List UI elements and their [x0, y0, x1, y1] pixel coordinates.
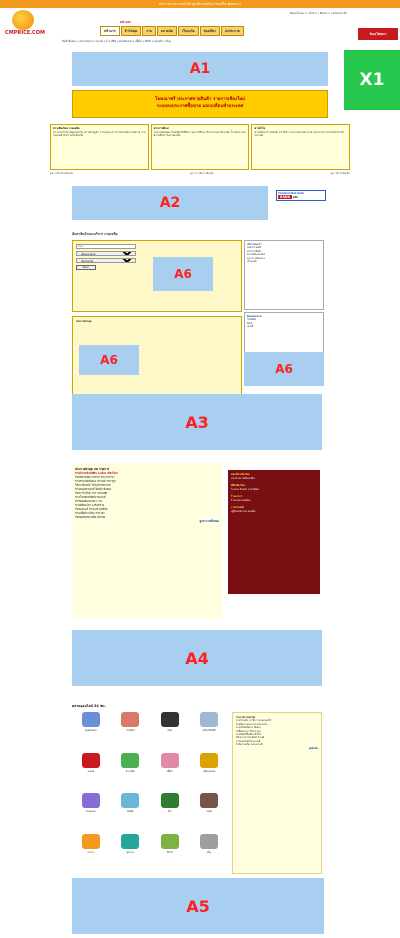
web-rank-badge[interactable]	[276, 190, 326, 212]
tab-jobs[interactable]: งาน	[142, 26, 156, 36]
tab-home[interactable]: หน้าแรก	[100, 26, 120, 36]
announcement-item[interactable]: รับซ่อมแอร์ ล้างแอร์ ทุกยี่ห้อ	[75, 507, 108, 511]
contact-item[interactable]: โทรศัพท์	[247, 318, 256, 322]
member-announcement-item[interactable]: รับสมัครงานด่วน หลายตำแหน่ง	[236, 722, 268, 726]
ad-slot-a4-label: A4	[185, 648, 209, 668]
ad-slot-a6-3-label: A6	[275, 362, 293, 376]
ad-slot-a1[interactable]	[72, 52, 328, 86]
news-more-link-1[interactable]: ดูข่าวเชียงใหม่เพิ่มเติม	[50, 172, 74, 175]
ad-slot-x1-label: X1	[359, 70, 385, 90]
announcement-list	[72, 464, 222, 618]
services-item[interactable]: เว็บบอร์ด	[247, 260, 257, 264]
mall-category-icon	[121, 793, 139, 808]
member-announcement-item[interactable]: ขายบ้านเดี่ยว 2 ชั้น ราคาต่อรองได้	[236, 719, 271, 723]
ad-slot-a6-1-label: A6	[174, 267, 192, 281]
mall-category-label: อื่นๆ	[207, 850, 212, 854]
news-column-3-body: ข่าวสังคม ข่าวบันเทิง ข่าวกีฬา รายงานสภาพอากาศ และข่าวสารน่าสนใจจากทั่วประเทศ	[254, 130, 344, 138]
travel-box	[228, 470, 320, 594]
advertise-badge[interactable]: รับลงโฆษณา	[358, 28, 398, 40]
ad-slot-a6-2-label: A6	[100, 353, 118, 367]
news-columns	[50, 124, 350, 170]
travel-item-desc: ร้านอร่อย ยอดนิยม	[231, 498, 251, 502]
services-box	[244, 240, 324, 310]
mall-category-label: บ้าน ที่ดิน	[125, 769, 135, 773]
mall-category-label: กล้อง	[167, 729, 173, 732]
mall-category-label: หนังสือ	[126, 810, 134, 813]
mall-category[interactable]	[112, 753, 150, 792]
travel-item[interactable]	[231, 506, 317, 513]
mall-category-icon	[200, 753, 218, 768]
mall-category-label: คอมพิวเตอร์	[84, 729, 97, 732]
member-announcements	[232, 712, 322, 874]
site-logo[interactable]	[4, 10, 46, 44]
travel-item-title: ร้านอาหาร	[231, 495, 243, 498]
tab-travel[interactable]: ท่องเที่ยว	[200, 26, 220, 36]
mall-category-label: โทรศัพท์	[126, 729, 135, 732]
services-item[interactable]: ฝากขายสินค้า	[247, 249, 262, 253]
search-title: ค้นหาสินค้าและบริการ ภาคเหนือ	[72, 232, 118, 236]
ad-slot-a6-2[interactable]	[79, 345, 139, 375]
news-column-1-title[interactable]: ข่าวเชียงใหม่ ภาคเหนือ	[53, 127, 80, 130]
bird-logo-icon	[12, 10, 34, 30]
mall-category[interactable]	[151, 712, 189, 751]
announcement-item[interactable]: รับสมัครพนักงานขาย ประจำสาขา	[75, 475, 115, 479]
top-bar	[0, 0, 400, 8]
announcement-item[interactable]: รับสอนพิเศษ คณิต อังกฤษ	[75, 515, 106, 519]
mall-category[interactable]	[72, 793, 110, 832]
promo-banner-line2: ระบบลงประกาศซื้อขาย แลกเปลี่ยนทั่วประเทศ	[156, 104, 244, 109]
contact-item[interactable]: อีเมล์	[247, 321, 253, 325]
mall-category-label: เครื่องประดับ	[203, 769, 216, 773]
travel-item[interactable]	[231, 484, 317, 491]
mall-category-icon	[82, 712, 100, 727]
mall-category-icon	[121, 834, 139, 849]
mall-category-icon	[121, 712, 139, 727]
ad-slot-a3[interactable]	[72, 394, 322, 450]
services-item[interactable]: หางาน สมัครงาน	[247, 256, 265, 260]
travel-item-desc: ปฏิทินเทศกาลภาคเหนือ	[231, 509, 256, 513]
category-select[interactable]	[76, 251, 136, 256]
announcement-item[interactable]: ทัวร์ดอยอินทนนท์ 1 วัน	[75, 499, 103, 503]
mall-category-label: อาหาร	[87, 850, 94, 854]
web-rank-title: Thailand Web Rank	[278, 192, 304, 195]
promo-banner[interactable]	[72, 90, 328, 118]
top-links[interactable]: ติดต่อโฆษณา | แจ้งข่าว | ติดต่อเรา | สมัครสมาชิก	[290, 12, 348, 15]
main-nav	[100, 26, 244, 36]
mall-category-label: ดนตรี	[206, 810, 212, 813]
member-announcement-item[interactable]: รับจัดงานเลี้ยง นอกสถานที่	[236, 743, 263, 747]
mall-category-label: เครื่องใช้ไฟฟ้า	[202, 729, 217, 732]
ad-slot-a2-label: A2	[159, 195, 181, 211]
province-select[interactable]	[76, 258, 136, 263]
announcement-item[interactable]: รับทำเว็บไซต์ ราคาประหยัด	[75, 491, 108, 495]
news-column-2-body: ประกาศผลสอบ รับสมัครนักศึกษา ทุนการศึกษา กิจกรรมมหาวิทยาลัย โรงเรียน และสถานศึกษาในภาคเหนือ	[153, 130, 246, 138]
mall-category[interactable]	[72, 753, 110, 792]
member-announcement-item[interactable]: ขายสินค้าพื้นเมือง ผ้าฝ้าย	[236, 733, 262, 737]
mall-title: ตลาดออนไลน์ 24 ชม.	[72, 704, 106, 708]
search-section-title	[72, 232, 118, 237]
tab-post[interactable]: ลงประกาศ	[221, 26, 244, 36]
mall-category-label: สุขภาพ	[126, 850, 134, 854]
member-announcement-item[interactable]: รับซื้อของเก่า ให้ราคาสูง	[236, 729, 261, 733]
sub-nav[interactable]: สินค้ามือสอง | ประกาศขาย | รถยนต์ | บ้าน ที่ดิน | คอมพิวเตอร์ | เสื้อผ้า | มือถือ | ท่องเที่ยว | อื่นๆ	[62, 40, 171, 43]
mall-category[interactable]	[112, 712, 150, 751]
travel-item[interactable]	[231, 473, 317, 480]
travel-item[interactable]	[231, 495, 317, 502]
services-item[interactable]: ลงประกาศฟรี	[247, 246, 262, 250]
mall-category-icon	[200, 712, 218, 727]
news-column-1-body: ข่าวประจำวัน อัพเดททุกวัน ข่าวเศรษฐกิจ การลงทุน ข่าวการท่องเที่ยว เทศกาล งานประเพณี กิจกรรมในจังหวัด	[53, 130, 146, 138]
announcement-item[interactable]: ขายโทรศัพท์มือถือ ของแท้	[75, 495, 106, 499]
mall-category-label: ต้นไม้	[167, 850, 173, 854]
member-announcements-more[interactable]: ดูเพิ่มเติม	[308, 746, 318, 750]
mall-category[interactable]	[191, 834, 229, 873]
nav-current-label: หน้าแรก	[120, 20, 132, 24]
mall-category[interactable]	[72, 834, 110, 873]
mall-category-icon	[161, 793, 179, 808]
announcement-item[interactable]: ขายที่ดินเปล่า อ.สันทราย	[75, 503, 105, 507]
mall-category[interactable]	[191, 712, 229, 751]
search-input[interactable]	[76, 244, 136, 249]
search-panel	[72, 240, 242, 312]
ad-slot-a5-label: A5	[186, 896, 210, 916]
travel-item-desc: โรงแรม รีสอร์ท ราคาพิเศษ	[231, 487, 259, 491]
mall-category-icon	[82, 753, 100, 768]
logo-text: CMPRICE.COM	[5, 30, 45, 36]
ad-slot-a1-label: A1	[189, 61, 211, 77]
mall-category[interactable]	[151, 753, 189, 792]
tab-market[interactable]: ตลาดนัด	[157, 26, 177, 36]
news-column-3-title[interactable]: ข่าวทั่วไป	[254, 127, 266, 130]
mall-category-label: กีฬา	[167, 810, 172, 813]
member-announcement-item[interactable]: ให้เช่าอาคารพาณิชย์ ทำเลดี	[236, 736, 265, 740]
member-announcements-title: ประกาศจากสมาชิก	[236, 716, 256, 719]
mall-category[interactable]	[151, 834, 189, 873]
ad-slot-a6-3[interactable]	[244, 352, 324, 386]
services-item[interactable]: ตลาดนัดออนไลน์	[247, 253, 265, 257]
mall-category[interactable]	[112, 834, 150, 873]
ad-slot-a6-1[interactable]	[153, 257, 213, 291]
news-column-3	[251, 124, 350, 170]
announcement-more-link[interactable]: ดูประกาศทั้งหมด	[199, 519, 219, 523]
ad-slot-a2[interactable]	[72, 186, 268, 220]
mall-category-icon	[82, 834, 100, 849]
ad-slot-a3-label: A3	[185, 412, 209, 432]
mall-category-label: เสื้อผ้า	[166, 769, 173, 773]
travel-item-desc: แนะนำสถานที่ท่องเที่ยว	[231, 476, 256, 480]
news-column-2-title[interactable]: ข่าวการศึกษา	[153, 127, 170, 130]
announcement-item[interactable]: ขายบ้านพร้อมที่ดิน อ.เมือง เชียงใหม่	[75, 471, 118, 475]
announcement-item[interactable]: ขายเสื้อผ้าแฟชั่น ราคาส่ง	[75, 511, 105, 515]
mall-category[interactable]	[151, 793, 189, 832]
news-more-link-2[interactable]: ดูข่าวการศึกษาเพิ่มเติม	[189, 172, 214, 175]
announcement-title: ประกาศล่าสุด 20 รายการ	[75, 467, 110, 471]
mall-category[interactable]	[112, 793, 150, 832]
contact-title: ติดต่อสอบถาม	[247, 315, 262, 318]
announcement-item[interactable]: ขายคอมพิวเตอร์โน้ตบุ๊ก มือสอง	[75, 487, 112, 491]
member-announcement-item[interactable]: ขายมอเตอร์ไซค์ สภาพดี	[236, 739, 261, 743]
mall-category-icon	[161, 753, 179, 768]
mall-category-icon	[161, 712, 179, 727]
mall-category-icon	[82, 793, 100, 808]
mall-category-icon	[200, 834, 218, 849]
news-more-link-3[interactable]: ดูข่าวทั่วไปเพิ่มเติม	[330, 172, 350, 175]
mall-category-icon	[200, 793, 218, 808]
tab-eshop[interactable]: E-Shop	[121, 26, 142, 36]
tab-webboard[interactable]: เว็บบอร์ด	[178, 26, 199, 36]
mall-category-icon	[121, 753, 139, 768]
mall-category[interactable]	[72, 712, 110, 751]
top-bar-text: ประกาศราคาออนไลน์ ศูนย์รวมธุรกิจภาคเหนือ ติดต่อเรา	[158, 2, 242, 6]
services-title: บริการของเรา	[247, 243, 262, 246]
mall-category[interactable]	[191, 753, 229, 792]
promo-banner-line1: โฆษณาฟรี ประกาศขายสินค้า รายการเชียงใหม่	[154, 97, 246, 102]
news-column-2	[151, 124, 250, 170]
latest-panel-title: ประกาศล่าสุด	[76, 320, 92, 323]
travel-item-title: ท่องเที่ยวเชียงใหม่	[231, 473, 250, 476]
web-rank-value: 266	[292, 196, 298, 199]
mall-grid	[72, 712, 228, 872]
travel-item-title: ที่พักเชียงใหม่	[231, 484, 245, 487]
member-announcement-item[interactable]: ขายเครื่องมือช่าง มือสอง	[236, 726, 261, 730]
news-more-links	[50, 172, 350, 176]
contact-item[interactable]: แผนที่	[247, 325, 254, 329]
news-column-1	[50, 124, 149, 170]
mall-category-icon	[161, 834, 179, 849]
ad-slot-a4[interactable]	[72, 630, 322, 686]
travel-item-title: งานประเพณี	[231, 506, 244, 509]
announcement-item[interactable]: ขายรถยนต์มือสอง สภาพดี ราคาถูก	[75, 479, 116, 483]
web-rank-label: RANK	[280, 195, 291, 199]
mall-category-label: ของสะสม	[86, 810, 96, 813]
ad-slot-x1[interactable]	[344, 50, 400, 110]
announcement-item[interactable]: ให้เช่าห้องพัก ใกล้มหาวิทยาลัย	[75, 483, 111, 487]
ad-slot-a5[interactable]	[72, 878, 324, 934]
search-button[interactable]: ค้นหา	[76, 265, 96, 270]
mall-category-label: รถยนต์	[87, 769, 95, 773]
mall-category[interactable]	[191, 793, 229, 832]
